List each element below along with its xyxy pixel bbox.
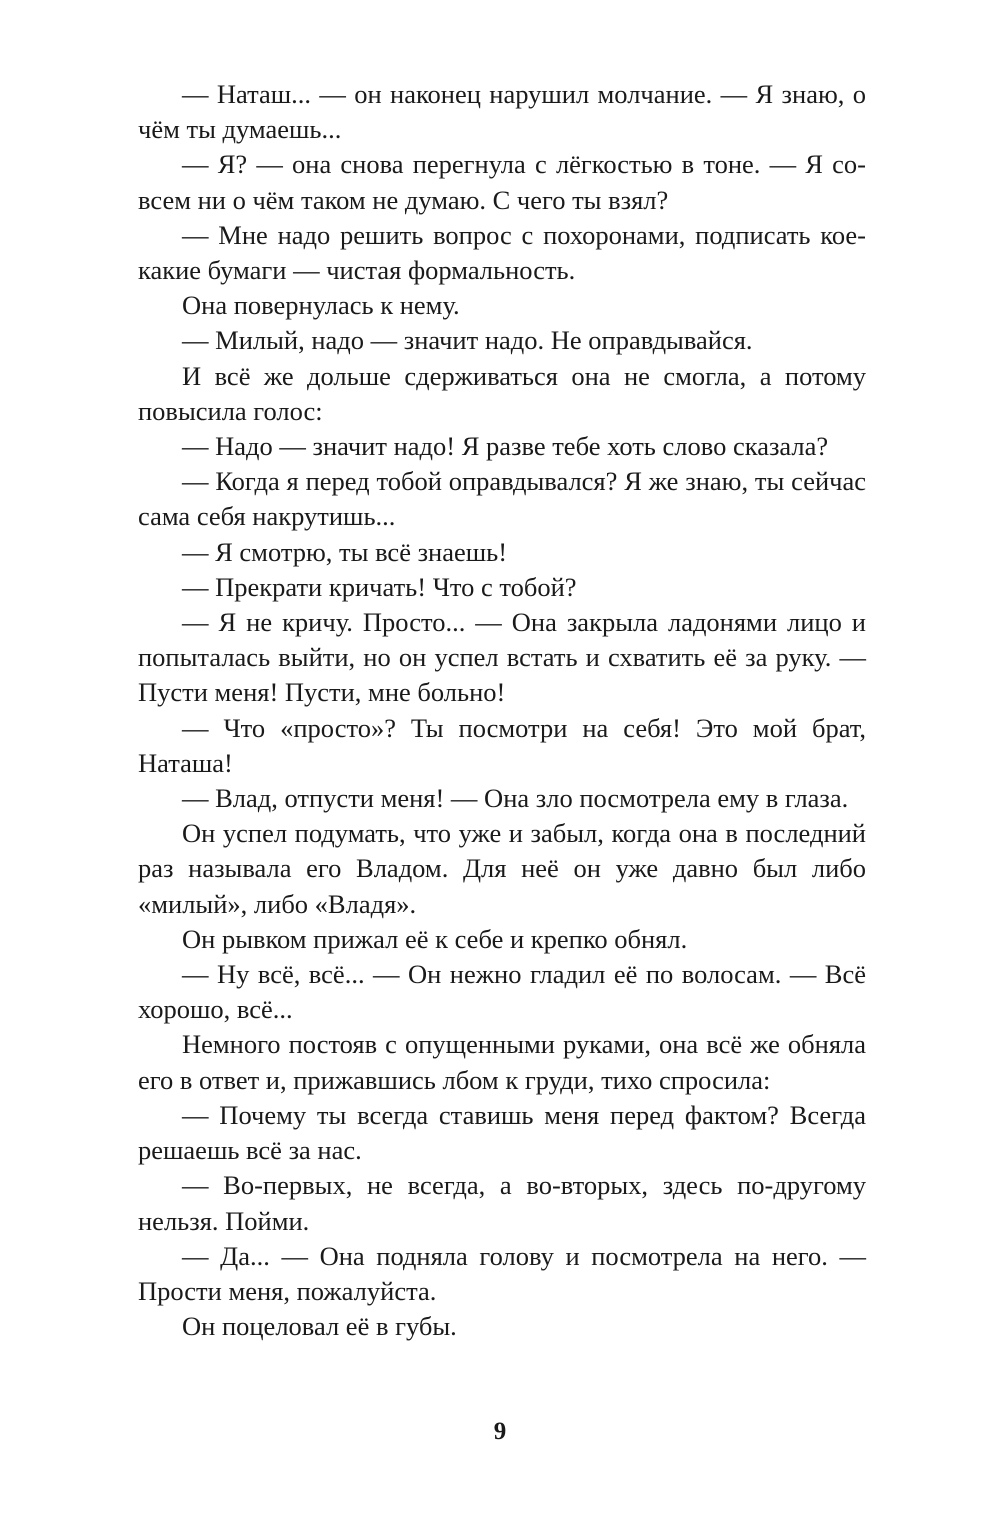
- paragraph: — Ну всё, всё... — Он нежно гладил её по волосам. — Всё хорошо, всё...: [138, 959, 866, 1025]
- paragraph: — Наташ... — он наконец нарушил молчание. — Я знаю, о чём ты думаешь...: [138, 79, 866, 145]
- paragraph: — Что «просто»? Ты посмотри на себя! Это мой брат, Наташа!: [138, 712, 866, 778]
- page-body: [138, 77, 866, 1344]
- paragraph: — Милый, надо — значит надо. Не оправдывайся.: [182, 325, 753, 356]
- paragraph: — Влад, отпусти меня! — Она зло посмотрела ему в глаза.: [182, 783, 849, 814]
- paragraph: И всё же дольше сдерживаться она не смогла, а потому повысила голос:: [138, 360, 866, 426]
- page-number: 9: [493, 1418, 507, 1445]
- paragraph: Он рывком прижал её к себе и крепко обнял.: [182, 923, 688, 954]
- paragraph: Немного постояв с опущенными руками, она всё же обняла его в ответ и, прижавшись лбом к груди, тихо спросила:: [138, 1029, 866, 1095]
- paragraph: — Я? — она снова перегнула с лёгкостью в тоне. — Я совсем ни о чём таком не думаю. С чего ты взял?: [138, 149, 866, 215]
- paragraph: — Во-первых, не всегда, а во-вторых, здесь по-другому нельзя. Пойми.: [138, 1170, 866, 1236]
- paragraph: — Я не кричу. Просто... — Она закрыла ладонями лицо и попыталась выйти, но он успел встать и схватить её за руку. — Пусти меня! Пусти, мне больно!: [138, 607, 866, 708]
- paragraph: — Да... — Она подняла голову и посмотрела на него. — Прости меня, пожалуйста.: [138, 1240, 866, 1306]
- paragraph: — Прекрати кричать! Что с тобой?: [182, 571, 577, 602]
- paragraph: — Надо — значит надо! Я разве тебе хоть слово сказала?: [182, 431, 829, 462]
- paragraph: — Когда я перед тобой оправдывался? Я же знаю, ты сейчас сама себя накрутишь...: [138, 466, 866, 532]
- paragraph: — Почему ты всегда ставишь меня перед фактом? Всегда решаешь всё за нас.: [138, 1099, 866, 1166]
- paragraph: Он успел подумать, что уже и забыл, когда она в последний раз называла его Владом. Для неё он уже давно был либо «милый», либо «Владя».: [138, 818, 866, 919]
- paragraph: Она повернулась к нему.: [182, 290, 460, 321]
- paragraph: — Я смотрю, ты всё знаешь!: [182, 536, 508, 567]
- paragraph: — Мне надо решить вопрос с похоронами, подписать кое-какие бумаги — чистая формальность.: [138, 219, 866, 286]
- paragraph: Он поцеловал её в губы.: [182, 1311, 457, 1342]
